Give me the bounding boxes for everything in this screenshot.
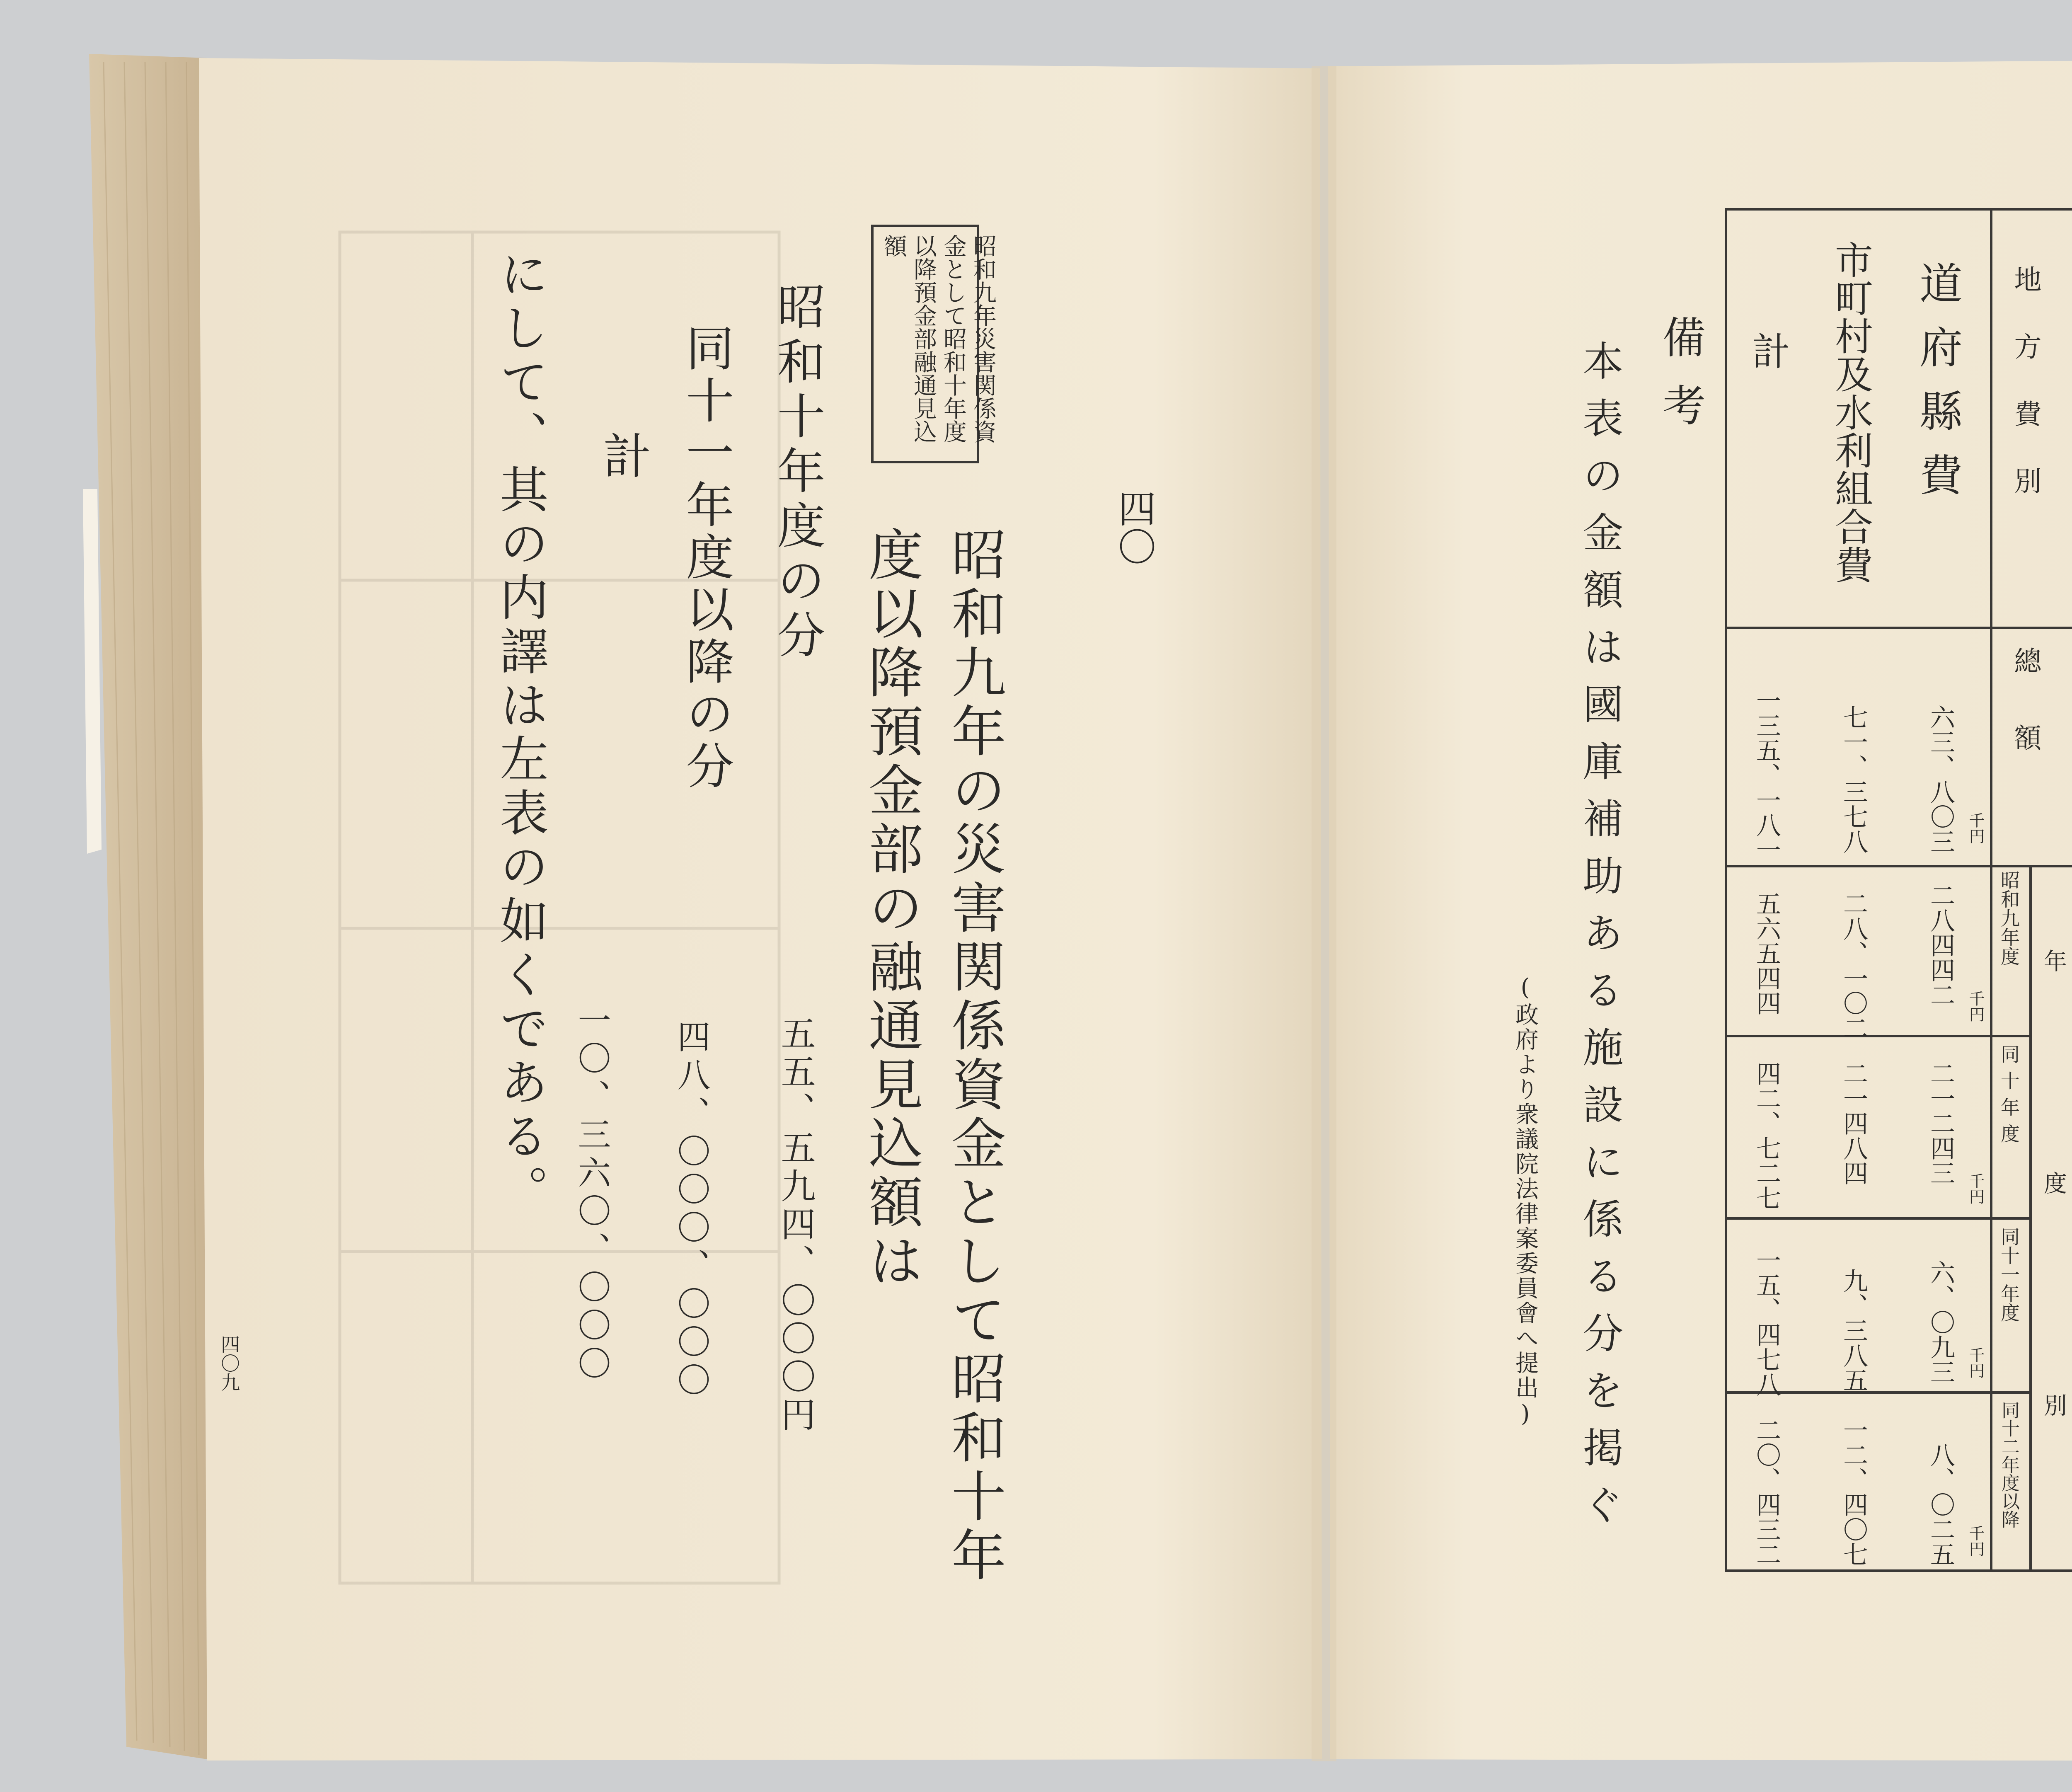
row-label-prefecture: 道府縣費	[1912, 261, 1963, 516]
row-label-fy10: 昭和十年度の分	[769, 282, 825, 665]
left-page-edges	[83, 54, 207, 1759]
amount-fy11: 一〇、三六〇、〇〇〇	[572, 1003, 611, 1384]
unit-mark-fy12: 千円	[1966, 1525, 1985, 1557]
closing-sentence: にして、其の内譯は左表の如くである。	[491, 249, 549, 1218]
remarks-text: 本表の金額は國庫補助ある施設に係る分を掲ぐ	[1576, 340, 1623, 1541]
cell-municipal-fy10: 二一四八四	[1839, 1061, 1868, 1185]
cell-prefecture-fy9: 二八四四二	[1926, 883, 1955, 1007]
header-total: 總額	[2009, 647, 2041, 801]
page-number: 四〇	[1112, 489, 1156, 565]
amount-fy10: 四八、〇〇〇、〇〇〇	[672, 1020, 710, 1401]
cell-municipal-fy11: 九、三八五	[1839, 1268, 1868, 1392]
cell-total-total: 一三五、一八一	[1752, 688, 1781, 862]
cell-prefecture-total: 六三、八〇三	[1926, 705, 1955, 854]
cell-total-fy11: 一五、四七八	[1752, 1247, 1781, 1397]
cell-prefecture-fy12: 八、〇二五	[1926, 1442, 1955, 1567]
source-note: (政府より衆議院法律案委員會へ提出)	[1512, 974, 1539, 1429]
year-col-fy11: 同十一年度	[1998, 1227, 2020, 1322]
row-label-municipal: 市町村及水利組合費	[1829, 240, 1873, 584]
unit-mark-fy9: 千円	[1966, 990, 1985, 1022]
cell-municipal-fy9: 二八、一〇二	[1839, 891, 1868, 1040]
year-col-fy12: 同十二年度以降	[1998, 1401, 2019, 1528]
unit-mark-fy10: 千円	[1966, 1173, 1985, 1204]
margin-page-number: 四〇九	[218, 1334, 240, 1392]
year-col-fy10: 同十年度	[1998, 1044, 2020, 1150]
unit-mark-total: 千円	[1966, 812, 1985, 844]
left-page	[199, 58, 1322, 1761]
unit-mark-fy11: 千円	[1966, 1347, 1985, 1378]
header-category: 地方費別	[2009, 265, 2041, 534]
cell-prefecture-fy10: 二一二四三	[1926, 1061, 1955, 1185]
cell-municipal-total: 七一、三七八	[1839, 705, 1868, 854]
row-label-total: 計	[595, 431, 651, 479]
body-text: 昭和九年の災害関係資金として昭和十年度以降預金部の融通見込額は	[859, 526, 1006, 1586]
cell-total-fy10: 四二、七二七	[1752, 1061, 1781, 1210]
cell-total-fy9: 五六五四四	[1752, 891, 1781, 1015]
row-label-fy11: 同十一年度以降の分	[678, 323, 734, 793]
cell-prefecture-fy11: 六、〇九三	[1926, 1260, 1955, 1384]
cell-municipal-fy12: 一二、四〇七	[1839, 1417, 1868, 1567]
cell-total-fy12: 二〇、四三二	[1752, 1417, 1781, 1567]
total-amount: 五五、五九四、〇〇〇円	[775, 1015, 816, 1435]
year-col-fy9: 昭和九年度	[1998, 870, 2020, 966]
caption-box-text: 昭和九年災害関係資金として昭和十年度以降預金部融通見込額	[880, 234, 997, 443]
remarks-title: 備考	[1655, 315, 1706, 451]
row-label-total-right: 計	[1746, 332, 1790, 370]
header-fiscal-year: 年度別	[2040, 949, 2067, 1615]
